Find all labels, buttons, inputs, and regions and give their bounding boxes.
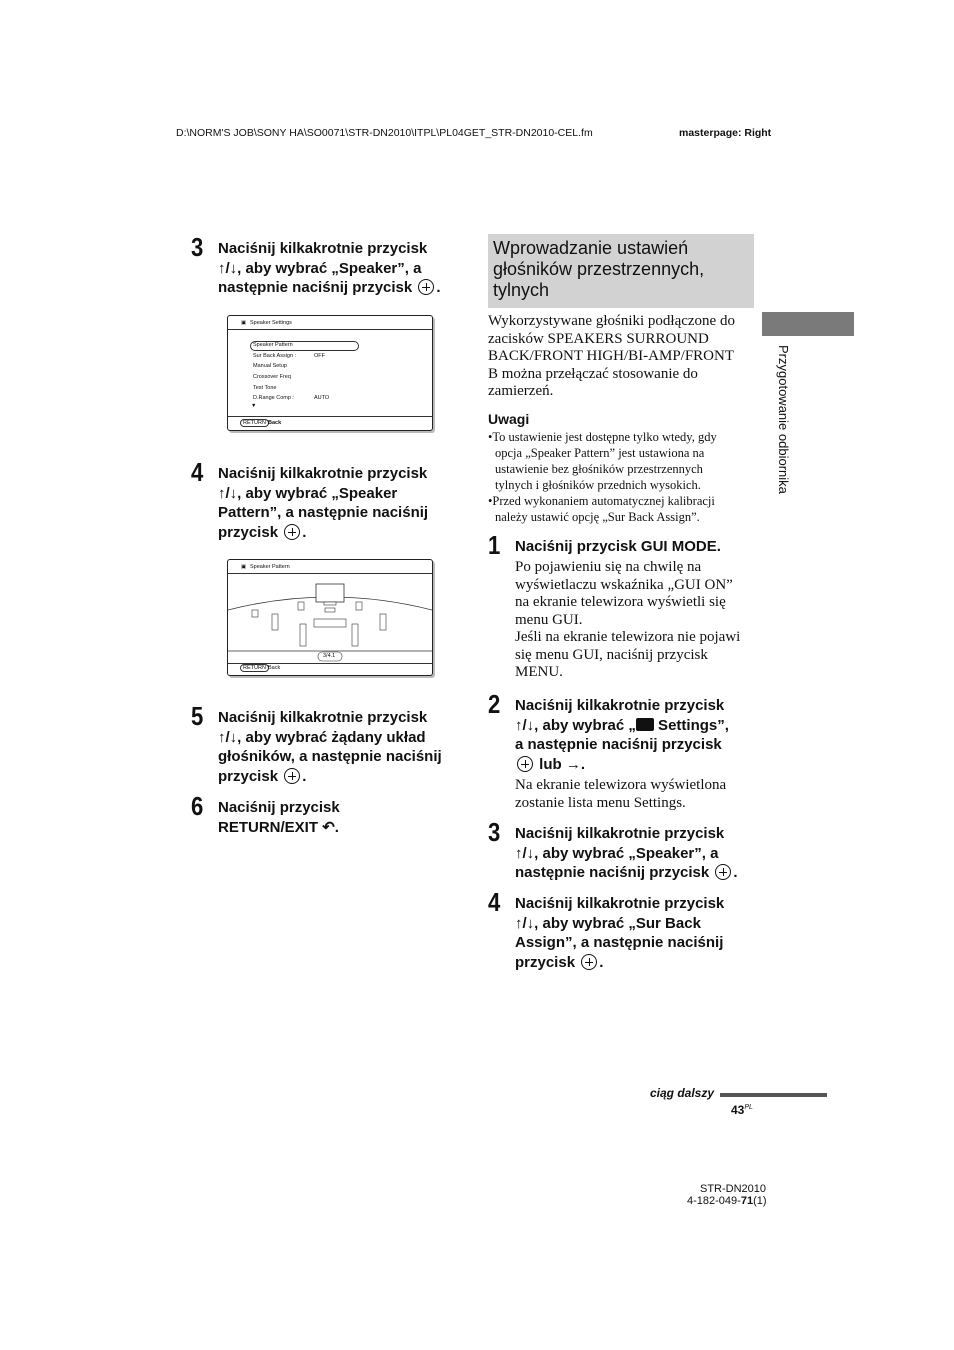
enter-button-icon — [581, 954, 597, 970]
step-body: Po pojawieniu się na chwilę na wyświetlaczu wskaźnika „GUI ON” na ekranie telewizora wyświetli się menu GUI. Jeśli na ekranie telewizora nie pojawi się menu GUI, naciśnij przycisk MENU. — [515, 559, 741, 680]
menu-value: AUTO — [314, 395, 330, 401]
speaker-layout-diagram — [228, 574, 432, 664]
scroll-down-icon: ▼ — [251, 403, 257, 409]
return-arrow-icon: ↶ — [322, 818, 335, 836]
menu-item: Crossover Freq — [253, 374, 291, 380]
menu-value: OFF — [314, 353, 325, 359]
tv-screen-speaker-settings — [227, 315, 433, 431]
page-number: $43^{PL}$ — [731, 1103, 753, 1117]
step-text: Naciśnij kilkakrotnie przycisk ↑/↓, aby wybrać „ Settings”, a następnie naciśnij przycisk lub →. — [515, 697, 729, 773]
step-text: Naciśnij przycisk RETURN/EXIT ↶. — [218, 799, 340, 836]
step-number: 3 — [488, 817, 501, 847]
pattern-value: 3/4.1 — [323, 653, 336, 659]
tv-screen-speaker-pattern — [227, 559, 433, 676]
continued-label: ciąg dalszy — [650, 1086, 715, 1100]
back-label: Back — [268, 665, 281, 671]
step-number: 1 — [488, 530, 501, 560]
section-heading: Wprowadzanie ustawień głośników przestrzennych, tylnych — [493, 238, 705, 300]
notes-title: Uwagi — [488, 411, 530, 427]
step-number: 4 — [191, 457, 204, 487]
step-text: Naciśnij kilkakrotnie przycisk ↑/↓, aby wybrać „Speaker”, a następnie naciśnij przycisk . — [218, 240, 441, 296]
side-tab-marker — [762, 312, 854, 336]
back-label: Back — [268, 420, 282, 426]
step-number: 4 — [488, 887, 501, 917]
screen-title: Speaker Pattern — [250, 564, 290, 570]
step-text: Naciśnij kilkakrotnie przycisk ↑/↓, aby wybrać „Sur Back Assign”, a następnie naciśnij przycisk . — [515, 895, 725, 971]
enter-button-icon — [418, 279, 434, 295]
step-number: 5 — [191, 701, 204, 731]
return-label: RETURN — [240, 664, 269, 672]
note-item: •To ustawienie jest dostępne tylko wtedy, gdy opcja „Speaker Pattern” jest ustawiona na ustawienie bez głośników przestrzennych tylnych i głośników przednich wysokich. — [488, 430, 717, 492]
menu-item: Test Tone — [253, 385, 277, 391]
screen-title: Speaker Settings — [250, 320, 292, 326]
file-path: D:\NORM'S JOB\SONY HA\SO0071\STR-DN2010\ITPL\PL04GET_STR-DN2010-CEL.fm — [176, 127, 593, 139]
masterpage-label: masterpage: Right — [679, 127, 772, 139]
step-title: Naciśnij przycisk GUI MODE. — [515, 538, 721, 555]
step-number: 6 — [191, 791, 204, 821]
step-number: 3 — [191, 232, 204, 262]
note-item: •Przed wykonaniem automatycznej kalibracji należy ustawić opcję „Sur Back Assign”. — [488, 494, 715, 524]
toolbox-icon: ▣ — [241, 320, 247, 326]
enter-button-icon — [715, 864, 731, 880]
step-text: Naciśnij kilkakrotnie przycisk ↑/↓, aby wybrać „Speaker”, a następnie naciśnij przycisk . — [515, 825, 738, 881]
intro-paragraph: Wykorzystywane głośniki podłączone do zacisków SPEAKERS SURROUND BACK/FRONT HIGH/BI-AMP/FRONT B można przełączać stosowanie do zamierzeń. — [488, 313, 735, 399]
enter-button-icon — [284, 768, 300, 784]
side-tab-label: Przygotowanie odbiornika — [776, 345, 791, 494]
toolbox-icon: ▣ — [241, 564, 247, 570]
continued-bar — [720, 1093, 827, 1097]
toolbox-icon — [636, 718, 654, 731]
step-text: Naciśnij kilkakrotnie przycisk ↑/↓, aby wybrać „Speaker Pattern”, a następnie naciśnij przycisk . — [218, 465, 429, 541]
menu-item: Manual Setup — [253, 363, 287, 369]
menu-item: D.Range Comp : — [253, 395, 294, 401]
menu-item: Speaker Pattern — [253, 342, 293, 348]
menu-item: Sur Back Assign : — [253, 353, 297, 359]
step-number: 2 — [488, 689, 501, 719]
part-code: 4-182-049-71(1) — [687, 1195, 767, 1207]
step-text: Naciśnij kilkakrotnie przycisk ↑/↓, aby wybrać żądany układ głośników, a następnie naciśnij przycisk . — [218, 709, 442, 785]
model-number: STR-DN2010 — [700, 1183, 767, 1195]
enter-button-icon — [517, 756, 533, 772]
enter-button-icon — [284, 524, 300, 540]
return-label: RETURN — [240, 419, 269, 427]
step-body: Na ekranie telewizora wyświetlona zostanie lista menu Settings. — [515, 777, 727, 811]
